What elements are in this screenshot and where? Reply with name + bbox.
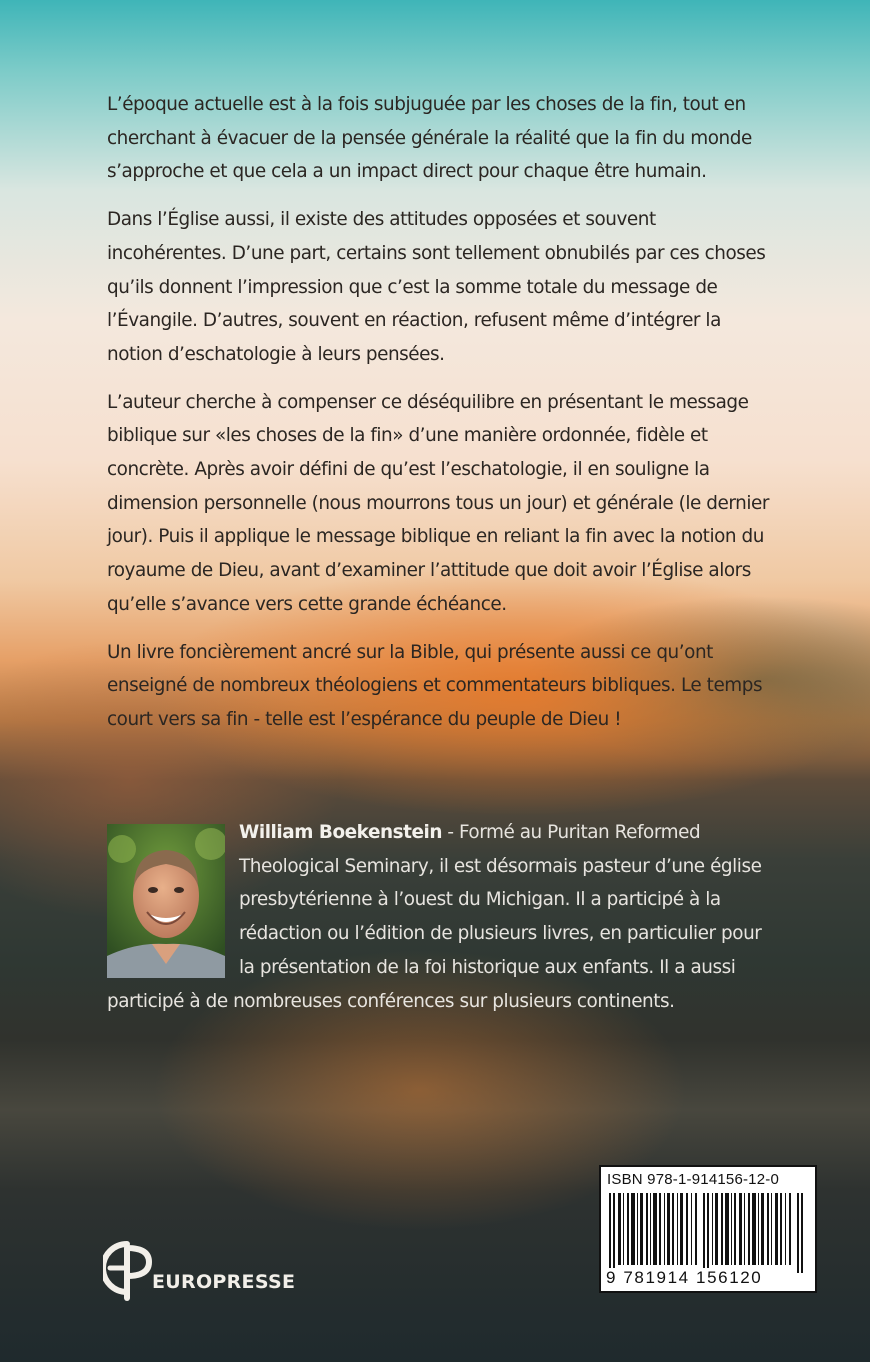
isbn-barcode-box [599, 1165, 817, 1293]
isbn-label: ISBN 978-1-914156-12-0 [607, 1171, 780, 1188]
barcode-digits: 9 781914 156120 [606, 1268, 763, 1287]
barcode-icon [609, 1193, 809, 1273]
blurb-paragraph-3: L’auteur cherche à compenser ce déséquilibre en présentant le message biblique sur «les choses de la fin» d’une manière ordonnée, fidèle et concrète. Après avoir défini de qu’est l’eschatologie, il en souligne la dimension personnelle (nous mourrons tous un jour) et générale (le dernier jour). Puis il applique le message biblique en reliant la fin avec la notion du royaume de Dieu, avant d’examiner l’attitude que doit avoir l’Église alors qu’elle s’avance vers cette grande échéance. [107, 391, 769, 615]
blurb-paragraph-1: L’époque actuelle est à la fois subjuguée par les choses de la fin, tout en cherchant à évacuer de la pensée générale la réalité que la fin du monde s’approche et que cela a un impact direct pour chaque être humain. [107, 94, 752, 183]
blurb-paragraph-4: Un livre foncièrement ancré sur la Bible, qui présente aussi ce qu’ont enseigné de nombreux théologiens et commentateurs bibliques. Le temps court vers sa fin - telle est l’espérance du peuple de Dieu ! [107, 641, 763, 730]
author-portrait-image [107, 824, 225, 978]
publisher-logo-block [103, 1240, 296, 1300]
author-name: William Boekenstein [239, 822, 442, 843]
blurb-paragraph-2: Dans l’Église aussi, il existe des attitudes opposées et souvent incohérentes. D’une part, certains sont tellement obnubilés par ces choses qu’ils donnent l’impression que c’est la somme totale du message de l’Évangile. D’autres, souvent en réaction, refusent même d’intégrer la notion d’eschatologie à leurs pensées. [107, 209, 766, 365]
europresse-logo-icon [103, 1240, 155, 1302]
author-bio: - Formé au Puritan Reformed Theological Seminary, il est désormais pasteur d’une église presbytérienne à l’ouest du Michigan. Il a participé à la rédaction ou l’édition de plusieurs livres, en particulier pour la présentation de la foi historique aux enfants. Il a aussi participé à de nombreuses conférences sur plusieurs continents. [107, 822, 762, 1012]
author-photo [107, 824, 225, 978]
back-cover-blurb [107, 88, 771, 751]
author-section [107, 816, 771, 1018]
publisher-name: EUROPRESSE [152, 1271, 296, 1293]
